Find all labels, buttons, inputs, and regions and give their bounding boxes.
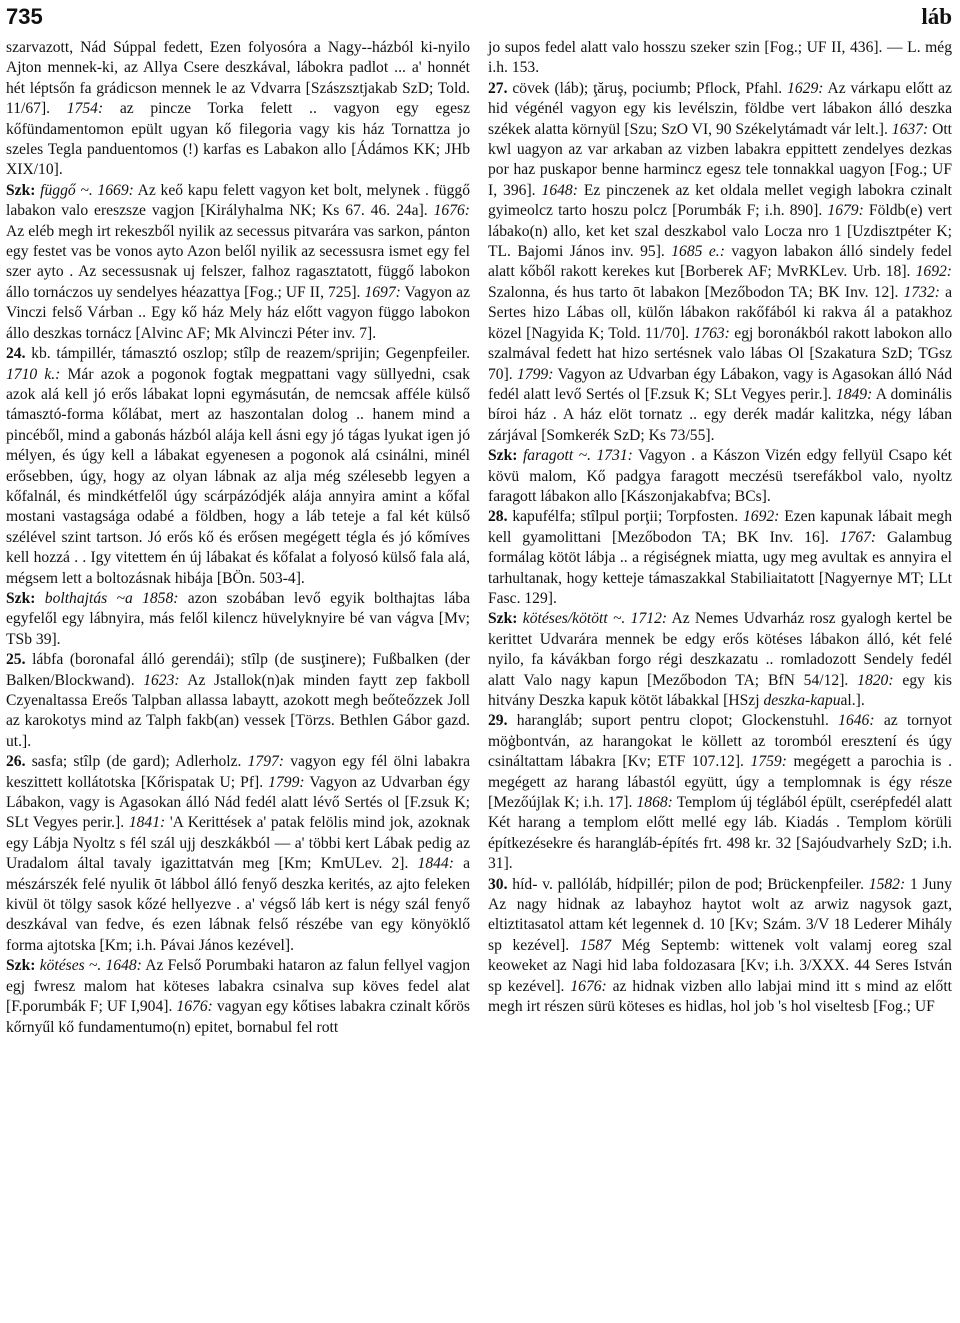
left-column: [6, 38, 470, 1038]
subentry-koteses-kotott: Szk: kötéses/kötött ~. 1712: Az Nemes Udvarház rosz gyalogh kertel be kerittet Udvarára mennek be edgy erős kötéses lábakon álló, két felé nyilo, fa kávákban forgo régi deszkazatu .. romladozott Sendely fedél alatt Valo nagy kapun [Mezőbodon TA; BfN 54/12]. 1820: egy kis hitvány Deszka kapuk kötöt lábakkal [HSzj deszka-kapual.].: [488, 610, 952, 709]
paragraph: szarvazott, Nád Súppal fedett, Ezen folyosóra a Nagy--házból ki-nyilo Ajton mennek-ki, az Allya Csere deszkával, lábokra padlot ... a' honnét hét léptsőn fa grádicson mennek le az Vdvarra [Szászsztjakab SzD; Told. 11/67]. 1754: az pincze Torka felett .. vagyon egy egesz kőfündamentomon epült ugyan kő filegoria vagy kis ház Tornattza jo szeles Tegla panduentomos (!) karfas es Labakon allo [Ádámos KK; JHb XIX/10].: [6, 39, 470, 179]
sense-24: 24. kb. támpillér, támasztó oszlop; stîlp de reazem/sprijin; Gegenpfeiler. 1710 k.: Már azok a pogonok fogtak megpattani vagy süllyedni, csak azok alá kell jó erős lábakat lopni egymásután, de nemcsak afféle külső támasztó-forma kőlábat, mert az haszontalan dolog .. hanem mind a pincéből, mind a gabonás házból alája kell ásni egy jó tágas lyukat igen jó mélyen, és úgy kell a lábakat egyenesen a pogonok alá csinálni, minél erősebben, úgy, hogy az olyan lábnak az alja még szélesebb legyen a kőfalnál, és mindkétfelől úgy scárpázódjék alája annyira amint a kőfal mostani vastagsága odabé a földben, hogy a láb teteje a fal két külső szélével szint tartson. Jó erős kő és erősen megégett tégla és jó kőmíves kell hozzá . . Igy vitettem én új lábakat és kőfalat a folyosó külső fala alá, mégsem lett a boltozásnak hibája [BÖn. 503-4].: [6, 345, 470, 587]
page-number: 735: [6, 4, 43, 29]
sense-30: 30. híd- v. pallóláb, hídpillér; pilon de pod; Brückenpfeiler. 1582: 1 Juny Az nagy hidnak az labayhoz haytot wolt az arwiz nagysok gazt, eltiztitasatol attam két legennek d. 10 [Kv; Szám. 3/V 18 Lederer Mihály sp kezével]. 1587 Még Septemb: wittenek volt valamj eoreg szal keoweket az Nagi hid laba foldozasara [Kv; i.h. 3/XXX. 44 Seres István sp kezével]. 1676: az hidnak vizben allo labjai mind itt s mind az előtt megh irt részen sürü köteses es hidlas, hol job 's hol viseltesb [Fog.; UF: [488, 875, 953, 1016]
subentry-koteses: Szk: kötéses ~. 1648: Az Felső Porumbaki hataron az falun fellyel vagjon egj fwresz malom hat köteses labakra csinalva sup köves fedel alat [F.porumbák F; UF I,904]. 1676: vagyan egy kőtises labakra czinalt kőrös kőrnyűl kő fundamentumo(n) epitet, bornabul fel rott: [6, 957, 471, 1036]
sense-29: 29. harangláb; suport pentru clopot; Glockenstuhl. 1646: az tornyot möġbontván, az harangokat le köllett az toromból eresztení és úgy csináltattam lábakra [Kv; ETF 107.12]. 1759: megégett a parochia is . megégett az harang lábastól együtt, úgy a templomnak is égy része [Mezőújlak K; i.h. 17]. 1868: Templom új téglából épült, cserépfedél alatt Két harang a templom előtt mellé egy láb. Kiadás . Templom körüli építkezésekre és harangláb-építés frt. 498 kr. 32 [Sajóudvarhely SzD; i.h. 31].: [488, 712, 952, 873]
text-columns: [6, 38, 952, 1038]
running-headword: láb: [921, 4, 952, 29]
sense-27: 27. cövek (láb); ţăruş, pociumb; Pflock, Pfahl. 1629: Az várkapu előtt az hid végénél vagyon egy kis levélszin, földbe vert lábakon álló deszka székek alatta környül [Szu; SzO VI, 90 Székelytámadt vár lelt.]. 1637: Ott kwl uagyon az var arkaban az vizben labakra eppittett zendelyes dezkas por haz puskapor benne harmincz egesz tele tonnakkal uagyon [Fog.; UF I, 396]. 1648: Ez pinczenek az ket oldala mellet vegigh labokra czinalt gyimeolcz tarto hoszu polcz [Porumbák F; i.h. 890]. 1679: Földb(e) vert lábako(n) allo, ket ket szal deszkabol valo Locza nro 1 [Uzdisztpéter K; TL. Bajomi János inv. 95]. 1685 e.: vagyon labakon álló sindely fedel alatt kőből rakott kerekes kut [Borberek AF; MvRKLev. Urb. 18]. 1692: Szalonna, és hus tarto ōt labakon [Mezőbodon TA; BK Inv. 12]. 1732: a Sertes hizo Lábas oll, külőn lábakon rakőfából ki rakva ál a patakhoz közel [Nagyida K; Told. 11/70]. 1763: egj boronákból rakott labokon allo szalmával fedett hat hizo sertésnek valo lábas Ol [Szakatura SzD; TGsz 70]. 1799: Vagyon az Udvarban égy Lábakon, vagy is Agasokan álló Nád fedél alatt levő Sertés ol [F.zsuk K; SLt Vegyes perir.]. 1849: A dominális bíroi ház . A ház elöt tornatz .. egy derék madár kalitzka, négy lában zárjával [Somkerék SzD; Ks 73/55].: [488, 79, 952, 444]
subentry-fuggo: Szk: függő ~. 1669: Az keő kapu felett vagyon ket bolt, melynek . függő labakon valo ereszsze vagjon [Királyhalma NK; Ks 67. 46. 24a]. 1676: Az eléb megh irt rekeszből nyilik az secessus pitvarára vas sarkon, pánton egy festet vas be vonos ayto Azon belől nyilik az secessusra ismet egy fel szer ayto . Az secessusnak uj felszer, falhoz ragasztatott, függő labokon állo tornáczos uy sendelyes héazattya [Fog.; UF II, 725]. 1697: Vagyon az Vinczi felső Várban .. Egy kő ház Mely ház előtt vagyon függo labokon állo deszkas tornácz [Alvinc AF; Mk Alvinczi Péter inv. 7].: [6, 181, 470, 342]
subentry-faragott: Szk: faragott ~. 1731: Vagyon . a Kászon Vizén edgy fellyül Csapo két kövü malom, Kő padgya faragott meczésü tserefákbol valo, nyoltz faragott lábakon allo [Kászonjakabfva; BCs].: [488, 447, 952, 505]
sense-25: 25. lábfa (boronafal álló gerendái); stîlp (de susţinere); Fußbalken (der Balken/Blockwand). 1623: Az Jstallok(n)ak minden faytt zep fakboll Czyenaltassa Ereős Talpban allassa labaytt, azokott megh beőteőzzek Joll az karokotys mind az Talph fakb(an) vessek [Törzs. Bethlen Gábor gazd. ut.].: [6, 651, 470, 750]
right-column: [488, 38, 952, 1038]
paragraph: jo supos fedel alatt valo hosszu szeker szin [Fog.; UF II, 436]. — L. még i.h. 153.: [488, 39, 952, 77]
sense-28: 28. kapufélfa; stîlpul porţii; Torpfosten. 1692: Ezen kapunak lábait megh kell gyamolittani [Mezőbodon TA; BK Inv. 16]. 1767: Galambug formálag kötöt lábja .. a régiségnek miatta, ugy meg avultak es annyira el tarhultanak, hogy ketteje támaszakkal Stabiliaitatott [Nagyernye MT; LLt Fasc. 129].: [488, 508, 952, 607]
sense-26: 26. sasfa; stîlp (de gard); Adlerholz. 1797: vagyon egy fél ölni labakra keszittett kollátotska [Kőrispatak U; Pf]. 1799: Vagyon az Udvarban égy Lábakon, vagy is Agasokan álló Nád fedél alatt lévő Sertés ol [F.zsuk K; SLt Vegyes perir.]. 1841: 'A Kerittések a' patak felölis mind jok, azoknak egy Lábja Nyoltz s fél szál ujj deszkákból — a' többi kert Lábak pedig az Uradalom által tavaly igazittatván meg [Km; KmULev. 2]. 1844: a mészárszék felé nyulik ōt lábbol álló fenyő deszka kerités, az ajto feleken kivül öt tölgy sasok kőzé hellyezve . a' végső láb kert is négy szál fenyő deszkával van fedve, és ezen lábnak felső részébe van egy könyöklő forma ajtotska [Km; i.h. Pávai János kezével].: [6, 753, 470, 954]
subentry-bolthajtas: Szk: bolthajtás ~a 1858: azon szobában levő egyik bolthajtas lába egyfelől egy lábnyira, más felől kilencz hüvelyknyire bé van vágva [Mv; TSb 39].: [6, 589, 470, 648]
page-header: [6, 4, 952, 32]
